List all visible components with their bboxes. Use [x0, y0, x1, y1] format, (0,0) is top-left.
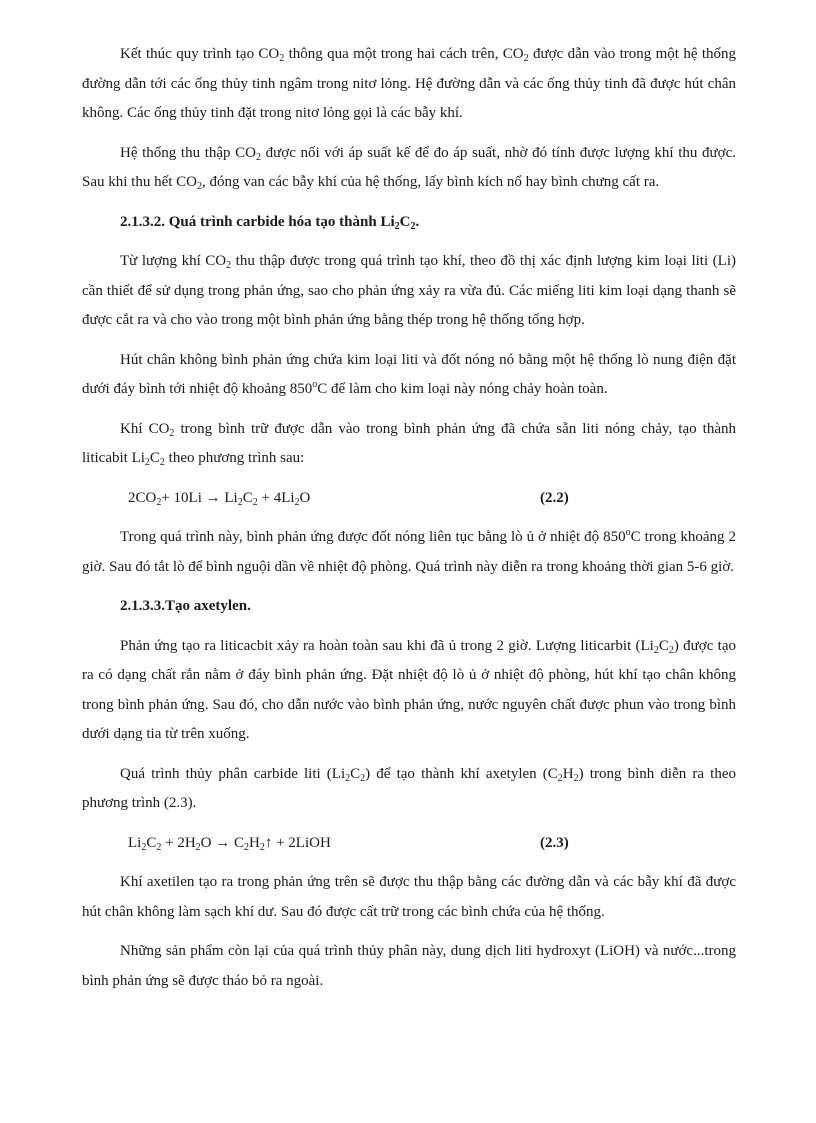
paragraph-co2-transfer: Kết thúc quy trình tạo $CO_2$ thông qua một trong hai cách trên, $CO_2$ được dẫn vào trong một hệ thống đường dẫn tới các ống thủy tinh ngâm trong nitơ lỏng. Hệ đường dẫn và các ống thủy tinh đã được hút chân không. Các ống thủy tinh đặt trong nitơ lỏng gọi là các bẫy khí. [82, 46, 737, 121]
paragraph-lithium-amount: Từ lượng khí $CO_2$ thu thập được trong quá trình tạo khí, theo đồ thị xác định lượng kim loại liti (Li) cần thiết để sử dụng trong phản ứng, sao cho phản ứng xảy ra vừa đủ. Các miếng liti kim loại dạng thanh sẽ được cắt ra và cho vào trong một bình phản ứng bằng thép trong hệ thống tổng hợp. [82, 253, 736, 328]
paragraph-vacuum-heating: Hút chân không bình phản ứng chứa kim loại liti và đốt nóng nó bằng một hệ thống lò nung điện đặt dưới đáy bình tới nhiệt độ khoảng 850$^o$C để làm cho kim loại này nóng chảy hoàn toàn. [82, 351, 736, 397]
equation-number: (2.2) [540, 489, 569, 506]
equation-2-3 [82, 829, 736, 859]
paragraph-byproducts: Những sản phẩm còn lại của quá trình thủy phân này, dung dịch liti hydroxyt (LiOH) và nước...trong bình phản ứng sẽ được tháo bỏ ra ngoài. [82, 943, 736, 989]
equation-expression: $Li_2C_2 + 2H_2O$ → $C_2H_2↑$ + 2LiOH [128, 834, 331, 853]
equation-expression: $2CO_2+ 10Li \to Li_2C_2 + 4Li_2O$ [128, 489, 311, 508]
equation-number: (2.3) [540, 834, 569, 851]
paragraph-acetylene-collection: Khí axetilen tạo ra trong phản ứng trên sẽ được thu thập bằng các đường dẫn và các bẫy khí đã được hút chân không làm sạch khí dư. Sau đó được cất trữ trong các bình chứa của hệ thống. [82, 874, 736, 920]
equation-2-2 [82, 484, 736, 514]
document-page [82, 40, 736, 1006]
paragraph-hydrolysis: Quá trình thủy phân carbide liti $(Li_2C_2)$ để tạo thành khí axetylen $(C_2H_2)$ trong bình diễn ra theo phương trình (2.3). [82, 765, 736, 811]
section-heading-2-1-3-2: 2.1.3.2. Quá trình carbide hóa tạo thành $Li_2C_2$. [120, 213, 420, 232]
paragraph-co2-collection: Hệ thống thu thập $CO_2$ được nối với áp suất kế để đo áp suất, nhờ đó tính được lượng khí thu được. Sau khi thu hết $CO_2$, đóng van các bẫy khí của hệ thống, lấy bình kích nổ hay bình chưng cất ra. [82, 144, 736, 192]
paragraph-liticarbit-formation: Phản ứng tạo ra liticacbit xảy ra hoàn toàn sau khi đã ủ trong 2 giờ. Lượng liticarbit $(Li_2C_2)$ được tạo ra có dạng chất rắn nằm ở đáy bình phản ứng. Đặt nhiệt độ lò ủ ở nhiệt độ phòng, hút khí tạo chân không trong bình phản ứng. Sau đó, cho dẫn nước vào bình phản ứng, nước nguyên chất được phun vào trong bình dưới dạng tia từ trên xuống. [82, 637, 737, 742]
section-heading-2-1-3-3: 2.1.3.3.Tạo axetylen. [120, 598, 251, 614]
paragraph-co2-reaction: Khí $CO_2$ trong bình trữ được dẫn vào trong bình phản ứng đã chứa sẵn liti nóng chảy, tạo thành liticabit $Li_2C_2$ theo phương trình sau: [82, 420, 736, 468]
paragraph-furnace-heating: Trong quá trình này, bình phản ứng được đốt nóng liên tục bằng lò ủ ở nhiệt độ 850$^o$C trong khoảng 2 giờ. Sau đó tắt lò để bình nguội dần về nhiệt độ phòng. Quá trình này diễn ra trong khoảng thời gian 5-6 giờ. [82, 527, 736, 575]
